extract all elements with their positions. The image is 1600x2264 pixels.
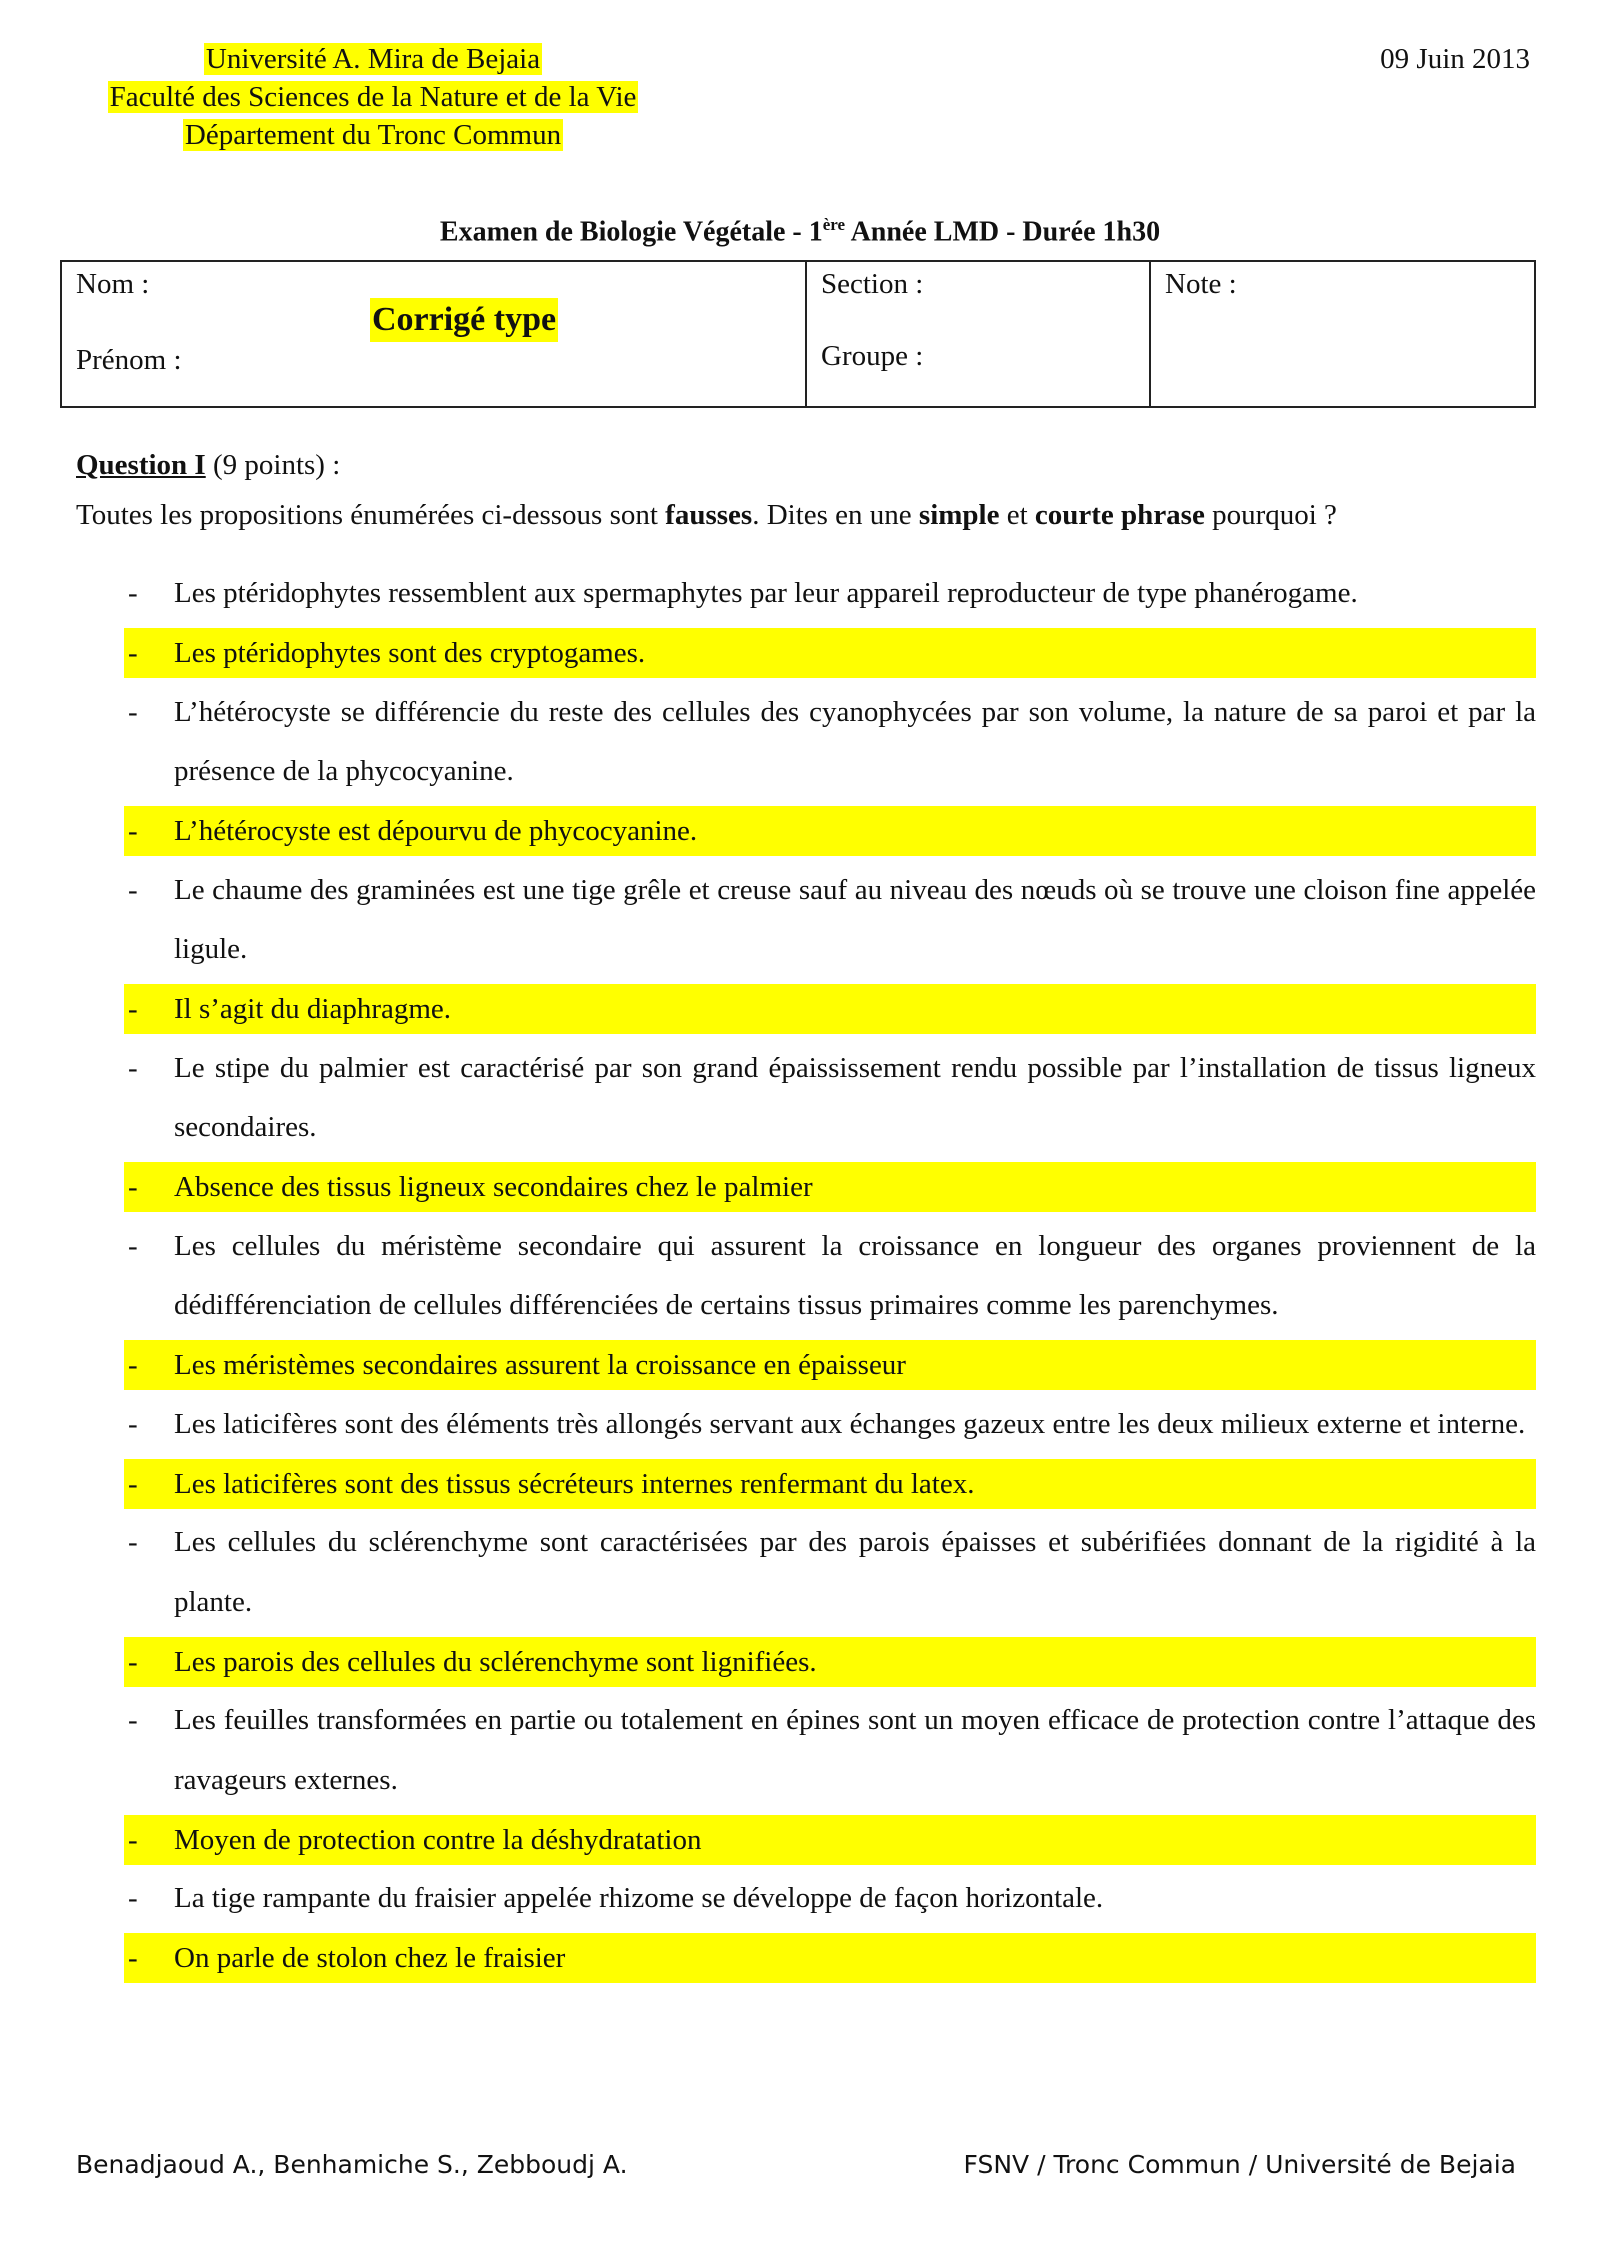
list-dash: -	[128, 637, 138, 669]
footer-affiliation: FSNV / Tronc Commun / Université de Bejaia	[963, 2150, 1516, 2179]
proposition-item	[124, 1039, 1536, 1158]
answer-text: L’hétérocyste est dépourvu de phycocyanine.	[174, 815, 698, 847]
proposition-text: Le chaume des graminées est une tige grêle et creuse sauf au niveau des nœuds où se trouve une cloison fine appelée ligule.	[174, 873, 1536, 965]
proposition-text: Les cellules du sclérenchyme sont caractérisées par des parois épaisses et subérifiées donnant de la rigidité à la plante.	[174, 1526, 1536, 1618]
list-dash: -	[128, 1407, 138, 1440]
answer-item	[124, 1340, 1536, 1390]
answer-text: Moyen de protection contre la déshydratation	[174, 1823, 702, 1856]
answer-item	[124, 806, 1536, 856]
university-header	[76, 40, 670, 154]
proposition-text: Le stipe du palmier est caractérisé par son grand épaississement rendu possible par l’installation de tissus ligneux secondaires.	[174, 1051, 1536, 1143]
faculty-name-line: Faculté des Sciences de la Nature et de la Vie	[109, 81, 637, 113]
proposition-item	[124, 1513, 1536, 1632]
exam-date: 09 Juin 2013	[1380, 43, 1530, 75]
proposition-text: Les feuilles transformées en partie ou totalement en épines sont un moyen efficace de protection contre l’attaque des ravageurs externes.	[174, 1704, 1536, 1796]
proposition-item	[124, 564, 1536, 624]
list-dash: -	[128, 1704, 138, 1736]
proposition-list	[124, 564, 1536, 1988]
proposition-item	[124, 1217, 1536, 1336]
list-dash: -	[128, 1051, 138, 1084]
list-dash: -	[128, 695, 138, 728]
proposition-text: Les cellules du méristème secondaire qui assurent la croissance en longueur des organes proviennent de la dédifférenciation de cellules différenciées de certains tissus primaires comme les parenchymes.	[174, 1229, 1536, 1321]
list-dash: -	[128, 1942, 138, 1974]
footer-authors: Benadjaoud A., Benhamiche S., Zebboudj A.	[76, 2150, 628, 2179]
list-dash: -	[128, 1171, 138, 1203]
note-label: Note :	[1165, 268, 1237, 300]
proposition-item	[124, 861, 1536, 980]
question-heading	[76, 446, 340, 484]
proposition-item	[124, 683, 1536, 802]
answer-item	[124, 1637, 1536, 1687]
department-name-line: Département du Tronc Commun	[184, 119, 562, 151]
answer-text: Les parois des cellules du sclérenchyme sont lignifiées.	[174, 1645, 817, 1678]
answer-item	[124, 1459, 1536, 1509]
list-dash: -	[128, 815, 138, 847]
exam-title-superscript: ère	[822, 215, 846, 234]
list-dash: -	[128, 993, 138, 1025]
corrige-type-label: Corrigé type	[370, 298, 558, 342]
intro-text: et	[999, 499, 1035, 531]
list-dash: -	[128, 1467, 138, 1500]
question-title: Question I	[76, 449, 206, 481]
list-dash: -	[128, 1349, 138, 1381]
answer-item	[124, 984, 1536, 1034]
exam-title-before: Examen de Biologie Végétale - 1	[439, 216, 823, 248]
section-label: Section :	[821, 268, 924, 300]
answer-item	[124, 1933, 1536, 1983]
answer-text: Les ptéridophytes sont des cryptogames.	[174, 637, 646, 669]
proposition-text: La tige rampante du fraisier appelée rhizome se développe de façon horizontale.	[174, 1882, 1104, 1914]
list-dash: -	[128, 1526, 138, 1558]
question-points: (9 points) :	[205, 449, 341, 481]
list-dash: -	[128, 1823, 138, 1856]
intro-emphasis: simple	[918, 499, 1000, 531]
intro-text: pourquoi ?	[1204, 499, 1337, 531]
university-name-line: Université A. Mira de Bejaia	[205, 43, 541, 75]
proposition-text: Les ptéridophytes ressemblent aux spermaphytes par leur appareil reproducteur de type phanérogame.	[174, 577, 1358, 609]
list-dash: -	[128, 1645, 138, 1678]
groupe-label: Groupe :	[821, 340, 924, 372]
proposition-text: L’hétérocyste se différencie du reste des cellules des cyanophycées par son volume, la nature de sa paroi et par la présence de la phycocyanine.	[174, 695, 1536, 787]
student-info-table	[60, 260, 1536, 408]
answer-text: Les laticifères sont des tissus sécréteurs internes renfermant du latex.	[174, 1467, 975, 1500]
nom-label: Nom :	[76, 268, 150, 300]
intro-emphasis: fausses	[665, 499, 753, 531]
answer-item	[124, 1162, 1536, 1212]
proposition-text: Les laticifères sont des éléments très allongés servant aux échanges gazeux entre les deux milieux externe et interne.	[174, 1407, 1526, 1440]
name-cell[interactable]	[62, 262, 807, 406]
proposition-item	[124, 1869, 1536, 1929]
list-dash: -	[128, 577, 138, 609]
answer-item	[124, 1815, 1536, 1865]
answer-item	[124, 628, 1536, 678]
question-instructions	[76, 496, 1337, 534]
exam-title	[0, 206, 1600, 251]
answer-text: Absence des tissus ligneux secondaires chez le palmier	[174, 1171, 813, 1203]
list-dash: -	[128, 1882, 138, 1914]
intro-text: . Dites en une	[752, 499, 919, 531]
section-cell[interactable]	[807, 262, 1151, 406]
note-cell[interactable]	[1151, 262, 1534, 406]
exam-title-after: Année LMD - Durée 1h30	[845, 216, 1161, 248]
answer-text: On parle de stolon chez le fraisier	[174, 1942, 566, 1974]
proposition-item	[124, 1395, 1536, 1455]
list-dash: -	[128, 1229, 138, 1262]
answer-text: Les méristèmes secondaires assurent la croissance en épaisseur	[174, 1349, 906, 1381]
prenom-label: Prénom :	[76, 344, 182, 376]
list-dash: -	[128, 873, 138, 906]
intro-text: Toutes les propositions énumérées ci-dessous sont	[76, 499, 666, 531]
proposition-item	[124, 1691, 1536, 1810]
answer-text: Il s’agit du diaphragme.	[174, 993, 452, 1025]
intro-emphasis: courte phrase	[1034, 499, 1205, 531]
